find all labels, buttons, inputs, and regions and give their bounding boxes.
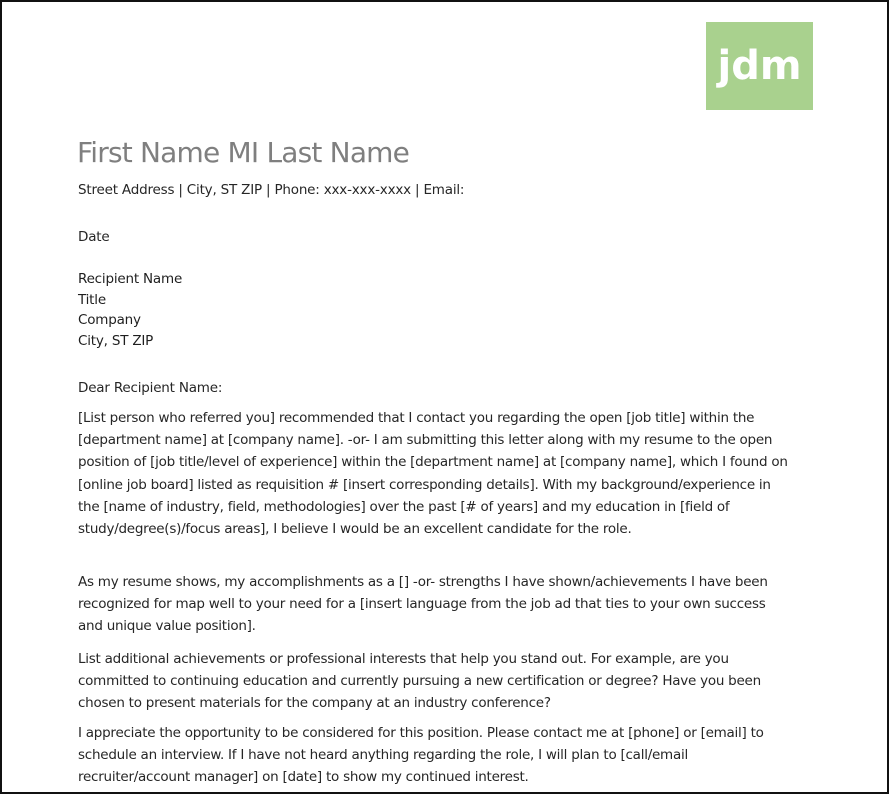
letter-date: Date [78,229,110,245]
applicant-name: First Name MI Last Name [77,136,410,169]
recipient-block [78,269,182,351]
recipient-city: City, ST ZIP [78,332,154,349]
recipient-company: Company [78,312,141,328]
recipient-name: Recipient Name [78,271,183,287]
body-paragraph-1: [List person who referred you] recommended that I contact you regarding the open [job title] within the [department name] at [company name]. -or- I am submitting this letter along with my resume to the open position of [job title/level of experience] within the [department name] at [company name], which I found on [online job board] listed as requisition # [insert corresponding details]. With my background/experience in the [name of industry, field, methodologies] over the past [# of years] and my education in [field of study/degree(s)/focus areas], I believe I would be an excellent candidate for the role. [78,410,788,538]
body-paragraph-3: List additional achievements or professional interests that help you stand out. For example, are you committed to continuing education and currently pursuing a new certification or degree? Have you been chosen to present materials for the company at an industry conference? [78,651,761,712]
jdm-logo [706,22,813,110]
recipient-title: Title [78,291,106,308]
body-paragraph-4: I appreciate the opportunity to be considered for this position. Please contact me at [phone] or [email] to schedule an interview. If I have not heard anything regarding the role, I will plan to [call/email recruiter/account manager] on [date] to show my continued interest. [78,725,764,786]
contact-line: Street Address | City, ST ZIP | Phone: xxx-xxx-xxxx | Email: [78,182,465,198]
salutation: Dear Recipient Name: [78,380,223,396]
body-paragraph-2: As my resume shows, my accomplishments as a [] -or- strengths I have shown/achievements I have been recognized for map well to your need for a [insert language from the job ad that ties to your own success and unique value position]. [78,574,768,635]
logo-text: jdm [717,43,802,89]
